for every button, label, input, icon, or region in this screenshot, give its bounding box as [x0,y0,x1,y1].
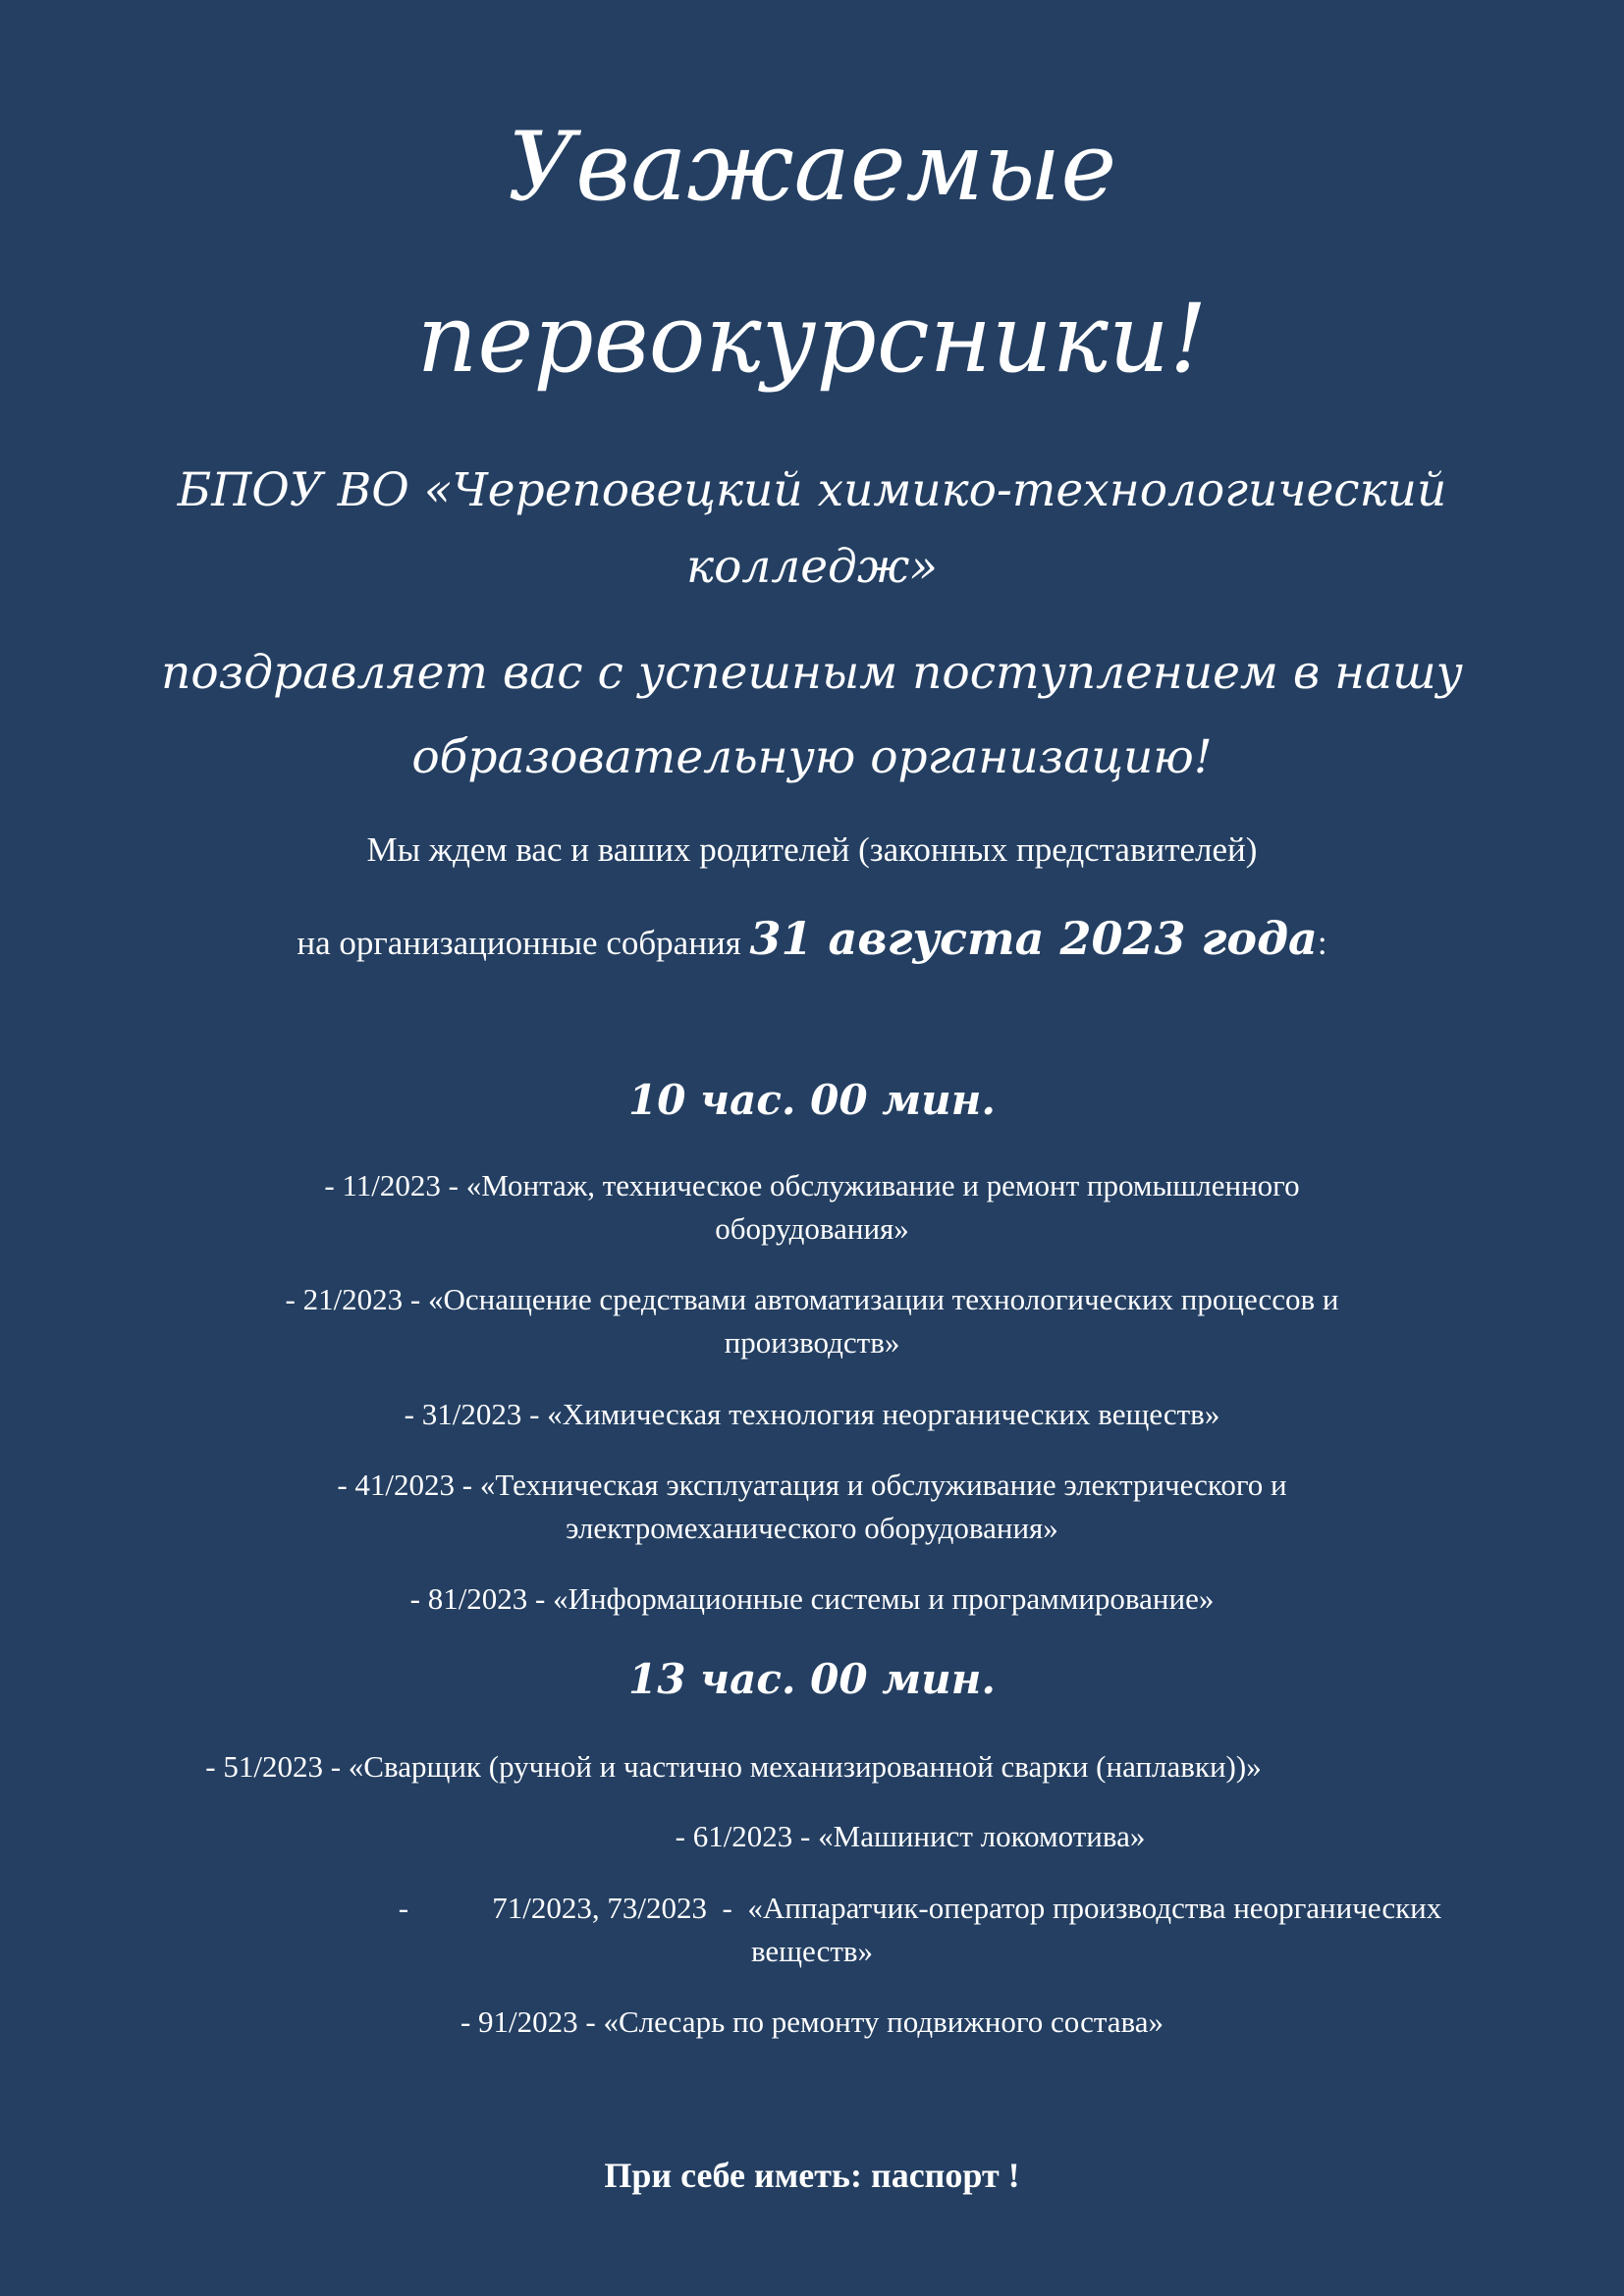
organization-line-1: БПОУ ВО «Череповецкий химико-технологический [177,463,1447,517]
invitation-suffix: : [1317,924,1327,962]
group-line: - 21/2023 - «Оснащение средствами автоматизации технологических процессов и [285,1282,1339,1316]
organization-line-2: колледж» [686,540,938,594]
session-time-1: 10 час. 00 мин. [628,1076,996,1124]
session-time-2: 13 час. 00 мин. [628,1655,996,1703]
heading-line-1: Уважаемые [507,112,1117,222]
invitation-prefix: на организационные собрания [297,924,750,962]
group-line: - 51/2023 - «Сварщик (ручной и частично механизированной сварки (наплавки))» [205,1749,1262,1784]
group-line: - 71/2023, 73/2023 - «Аппаратчик-оператор производства неорганических [398,1891,1442,1925]
invitation-line-2 [0,912,1624,965]
meeting-date: 31 августа 2023 года [749,912,1318,965]
group-line: - 11/2023 - «Монтаж, техническое обслуживание и ремонт промышленного [324,1168,1300,1202]
group-line: оборудования» [715,1211,909,1246]
group-line: - 31/2023 - «Химическая технология неорганических веществ» [404,1397,1220,1431]
footer-note: При себе иметь: паспорт ! [604,2156,1020,2195]
invitation-line-1: Мы ждем вас и ваших родителей (законных представителей) [366,830,1258,869]
group-line: - 91/2023 - «Слесарь по ремонту подвижного состава» [460,2004,1164,2039]
congratulation-line-2: образовательную организацию! [411,730,1213,784]
group-line: веществ» [750,1934,874,1968]
group-line: - 41/2023 - «Техническая эксплуатация и обслуживание электрического и [337,1468,1287,1502]
congratulation-line-1: поздравляет вас с успешным поступлением в нашу [161,646,1463,700]
group-line: - 81/2023 - «Информационные системы и программирование» [409,1581,1215,1616]
heading-line-2: первокурсники! [416,284,1208,394]
group-line: электромеханического оборудования» [566,1511,1058,1545]
group-line: производств» [724,1325,900,1360]
group-line: - 61/2023 - «Машинист локомотива» [675,1819,1146,1853]
